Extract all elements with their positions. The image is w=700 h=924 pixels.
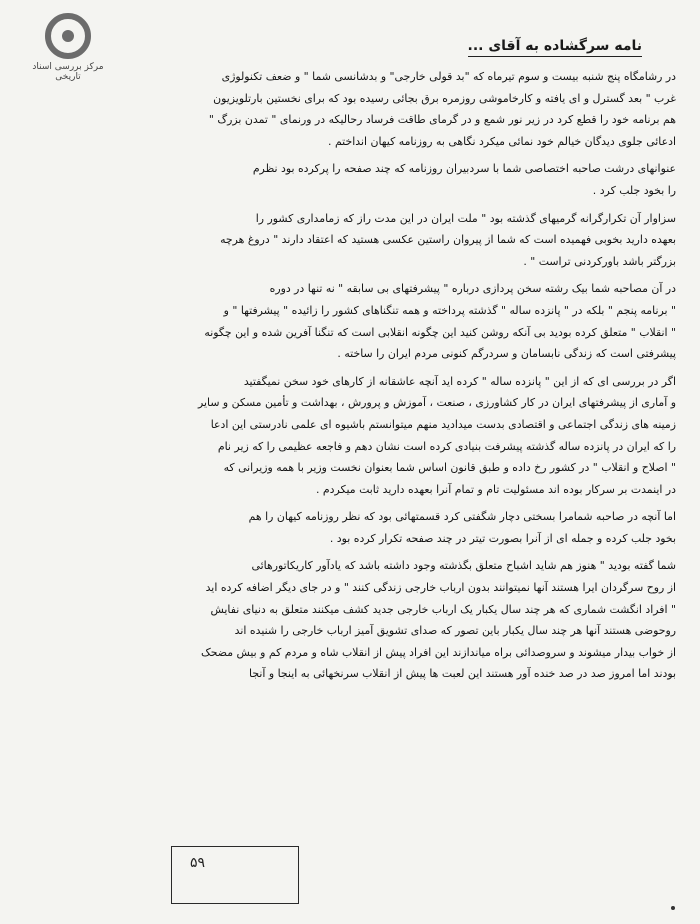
text-line: بخود جلب کرده و جمله ای از آنرا بصورت تیتر در چند صفحه تکرار کرده بود . (329, 531, 676, 545)
logo-caption: مرکز بررسی اسناد تاریخی (32, 62, 104, 82)
text-line: " افراد انگشت شماری که هر چند سال یکبار یک ارباب خارجی جدید کشف میکنند متعلق به دنیای نفایش (210, 602, 676, 616)
text-line: " برنامه پنجم " بلکه در " پانزده ساله " گذشته پرداخته و همه تنگناهای کشور را زائیده " پیشرفتها " و (223, 303, 676, 317)
text-line: سزاوار آن تکرارگرانه گرمیهای گذشته بود " ملت ایران در این مدت راز که زمامداری کشور را (255, 211, 676, 225)
letter-body (18, 66, 676, 685)
text-line: " اصلاح و انقلاب " در کشور رخ داده و طبق قانون اساس شما بعنوان نخست وزیر با همه وزیرانی که (223, 461, 676, 475)
text-line: زمینه های زندگی اجتماعی و اقتصادی بدست میدادید منهم میتوانستم باشیوه ای علمی نادرستی این ادعا (210, 417, 676, 431)
text-line: اما آنچه در صاحبه شمامرا بسختی دچار شگفتی کرد قسمتهائی بود که نظر روزنامه کیهان را هم (248, 510, 676, 524)
text-line: در اینمدت بر سرکار بوده اند مسئولیت تام و تمام آنرا بعهده دارید ثابت میکردم . (315, 482, 676, 496)
text-line: در آن مصاحبه شما بیک رشته سخن پردازی درباره " پیشرفتهای بی سابقه " نه تنها در دوره (269, 282, 676, 296)
page-dot-icon (670, 905, 676, 911)
text-line: پیشرفتی است که زندگی نابسامان و سردرگم کنونی مردم ایران را ساخته . (337, 347, 676, 361)
text-line: عنوانهای درشت صاحبه اختصاصی شما با سردبیران روزنامه که چند صفحه را پرکرده بود نظرم (252, 162, 676, 176)
text-line: اگر در بررسی ای که از این " پانزده ساله " کرده اید آنچه عاشقانه از کارهای خود سخن نمیگفتید (243, 374, 676, 388)
text-line: شما گفته بودید " هنوز هم شاید اشباح متعلق بگذشته وجود داشته باشد که یادآور کاریکاتورهائی (251, 559, 676, 573)
text-line: و آماری از پیشرفتهای ایران در کار کشاورزی ، صنعت ، آموزش و پرورش ، بهداشت و تأمین مسکن و سایر (197, 396, 676, 410)
text-line: بودند اما امروز صد در صد خنده آور هستند این لعبت ها پیش از انقلاب سرنخهائی به اینجا و آنجا (249, 667, 676, 681)
text-line: " انقلاب " متعلق کرده بودید بی آنکه روشن کنید این چگونه انقلابی است که تنگنا آفرین شده و این چگونه (204, 325, 676, 339)
text-line: در رشامگاه پنج شنبه بیست و سوم تیرماه که "بد قولی خارجی" و بدشانسی شما " و ضعف تکنولوژی (221, 70, 676, 83)
archive-emblem-icon (44, 12, 92, 60)
text-line: بزرگتر باشد باورکردنی تراست " . (523, 254, 676, 268)
text-line: از روح سرگردان ایرا هستند آنها نمیتوانند بدون ارباب خارجی زندگی کنند " و در جای دیگر اضافه کرده اید (205, 581, 676, 595)
text-line: غرب " بعد گسترل و ای یافته و کارخاموشی روزمره برق بجائی رسیده بود که برای نخستین بارتلویزیون (213, 91, 676, 105)
text-line: هم برنامه خود را قطع کرد در زیر نور شمع و در گرمای طاقت فرساد رحالیکه در ورنمای " تمدن بزرگ " (208, 113, 676, 127)
text-line: روحوضی هستند آنها هر چند سال یکبار باین تصور که صدای تشویق آمیز ارباب خارجی را شنیده اند (234, 624, 676, 638)
text-line: ادعائی جلوی دیدگان خیالم خود نمائی میکرد نگاهی به روزنامه کیهان انداختم . (328, 134, 676, 148)
stamp-number: ۵۹ (190, 855, 206, 871)
archive-stamp (171, 846, 299, 904)
text-line: را بخود جلب کرد . (592, 183, 676, 197)
text-line: بعهده دارید بخوبی فهمیده است که شما از پیروان راستین عکسی هستید که اعتقاد دارند " دروغ هرچه (220, 233, 676, 247)
text-line: از خواب بیدار میشوند و سروصدائی براه میاندازند این افراد پیش از انقلاب شاه و مردم کم و بیش مضحک (200, 645, 676, 659)
text-line: را که ایران در پانزده ساله گذشته پیشرفت بنیادی کرده است نشان دهم و فاجعه عظیمی را که زیر نام (217, 439, 676, 453)
letter-heading: نامه سرگشاده به آقای ... (468, 38, 643, 57)
